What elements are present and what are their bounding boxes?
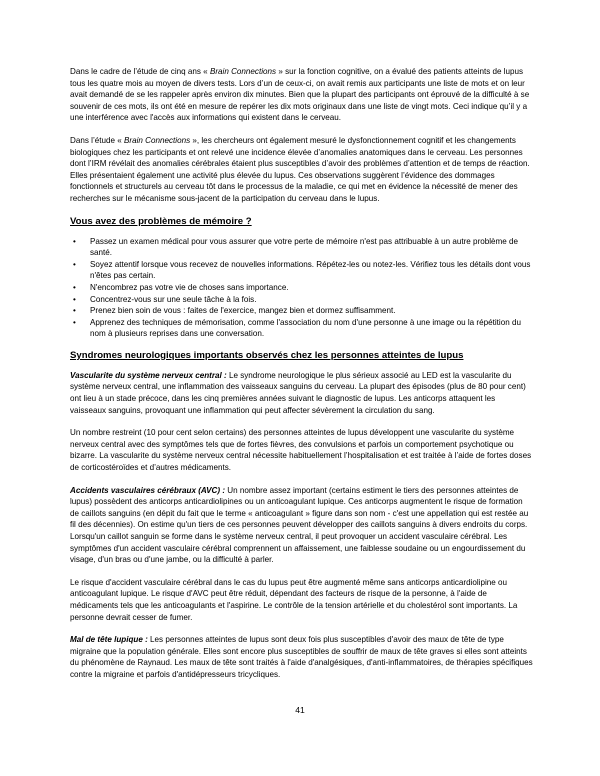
bullet-icon: • [73,259,76,269]
text-run: Un nombre assez important (certains estiment le tiers des personnes atteintes de lupus) possèdent des anticorps anticardiolipines ou un anticoagulant lupique. Ces anticorps augmentent le risque de formation de caillots sanguins (en dépit du fait que le terme « anticoagulant » figure dans son nom - c'est une appellation qui est restée au fil des décennies). On estime qu'un tiers de ces personnes peuvent développer des caillots sanguins à divers endroits du corps. Lorsqu'un caillot sanguin se forme dans le système nerveux central, il peut provoquer un accident vasculaire cérébral. Les symptômes d'un accident vasculaire cérébral comprennent un affaissement, une faiblesse soudaine ou un engourdissement du visage, d'un bras ou d'une jambe, ou la difficulté à parler. [70,485,529,565]
document-body [70,66,533,692]
neuro-section-heading: Syndromes neurologiques importants observés chez les personnes atteintes de lupus [70,349,464,361]
text-run: », les chercheurs ont également mesuré le dysfonctionnement cognitif et les changements biologiques chez les participants et ont relevé une incidence élevée d’anomalies anatomiques dans le cerveau. Les personnes dont l’IRM révélait des anomalies cérébrales étaient plus susceptibles d’avoir des problèmes d’attention et de temps de réaction. Elles présentaient également une activité plus élevée du lupus. Ces observations suggèrent l’évidence des dommages fonctionnels et structurels au cerveau tôt dans le processus de la maladie, ce qui met en évidence la nécessité de mener des recherches sur le mécanisme sous-jacent de la participation du cerveau dans le lupus. [70,135,530,203]
list-item [70,305,533,317]
bullet-icon: • [73,294,76,304]
text-run: » sur la fonction cognitive, on a évalué des patients atteints de lupus tous les quatre mois au moyen de divers tests. Lors d’un de ceux-ci, on avait remis aux participants une liste de mots et on leur avait demandé de se les rappeler après environ dix minutes. Bien que la plupart des participants ont éprouvé de la difficulté à se souvenir de ces mots, ils ont été en mesure de repérer les dix mots originaux dans une liste de vingt mots. Ceci indique qu’il y a une interférence avec l'accès aux informations qui existent dans le cerveau. [70,67,530,123]
intro-paragraph-1 [70,66,533,124]
list-item [70,317,533,340]
stroke-paragraph-2: Le risque d'accident vasculaire cérébral dans le cas du lupus peut être augmenté même sans anticorps anticardiolipine ou anticoagulant lupique. Le risque d'AVC peut être réduit, dépendant des facteurs de risque de la personne, à l'aide de médicaments tels que les anticoagulants et l'aspirine. Le contrôle de la tension artérielle et du cholestérol sont importants. La personne devrait cesser de fumer. [70,577,518,622]
memory-tips-list [70,236,533,340]
list-item [70,294,533,306]
bullet-icon: • [73,236,76,246]
stroke-paragraph [70,485,533,566]
headache-paragraph [70,634,533,680]
list-item-text: Prenez bien soin de vous : faites de l'exercice, mangez bien et dormez suffisamment. [90,306,396,316]
list-item-text: Apprenez des techniques de mémorisation, comme l'association du nom d'une personne à une image ou la répétition du nom à plusieurs reprises dans une conversation. [90,317,521,339]
page-number: 41 [295,705,305,715]
vasculitis-paragraph-2: Un nombre restreint (10 pour cent selon certains) des personnes atteintes de lupus développent une vascularite du système nerveux central avec des symptômes tels que de fortes fièvres, des convulsions et parfois un comportement psychotique ou bizarre. La vascularite du système nerveux central nécessite habituellement l’hospitalisation et est traitée à l’aide de fortes doses de corticostéroïdes et d’autres médicaments. [70,428,532,473]
intro-paragraph-2 [70,135,533,205]
study-name: Brain Connections [209,67,277,76]
list-item-text: Passez un examen médical pour vous assurer que votre perte de mémoire n'est pas attribuable à un autre problème de santé. [90,236,519,258]
text-run: Les personnes atteintes de lupus sont deux fois plus susceptibles d'avoir des maux de tête de type migraine que la population générale. Elles sont encore plus susceptibles de souffrir de maux de tête graves si elles sont atteints du phénomène de Raynaud. Les maux de tête sont traités à l'aide d'analgésiques, d'anti-inflammatoires, de thérapies spécifiques contre la migraine et parfois d'antidépresseurs tricycliques. [70,635,533,679]
vasculitis-term: Vascularite du système nerveux central : [70,370,227,380]
list-item [70,236,533,259]
list-item [70,282,533,294]
study-name: Brain Connections [124,135,191,145]
stroke-term: Accidents vasculaires cérébraux (AVC) : [70,485,226,495]
headache-term: Mal de tête lupique : [70,635,148,645]
list-item [70,259,533,282]
list-item-text: Soyez attentif lorsque vous recevez de nouvelles informations. Répétez-les ou notez-les. Vérifiez tous les détails dont vous n'êtes pas certain. [90,259,531,281]
text-run: Le syndrome neurologique le plus sérieux associé au LED est la vascularite du système nerveux central, une inflammation des vaisseaux sanguins du cerveau. La plupart des épisodes (plus de 80 pour cent) ont lieu à un stade précoce, dans les cinq premières années suivant le diagnostic de lupus. Les anticorps attaquent les vaisseaux sanguins, provoquant une inflammation qui peut affecter sévèrement la circulation du sang. [70,370,526,415]
text-run: Dans l’étude « [70,135,124,145]
memory-section-heading: Vous avez des problèmes de mémoire ? [70,215,252,227]
text-run: Dans le cadre de l’étude de cinq ans « [70,67,210,76]
bullet-icon: • [73,317,76,327]
vasculitis-paragraph [70,370,533,416]
bullet-icon: • [73,306,76,316]
bullet-icon: • [73,282,76,292]
list-item-text: Concentrez-vous sur une seule tâche à la fois. [90,294,257,304]
list-item-text: N'encombrez pas votre vie de choses sans importance. [90,282,289,292]
